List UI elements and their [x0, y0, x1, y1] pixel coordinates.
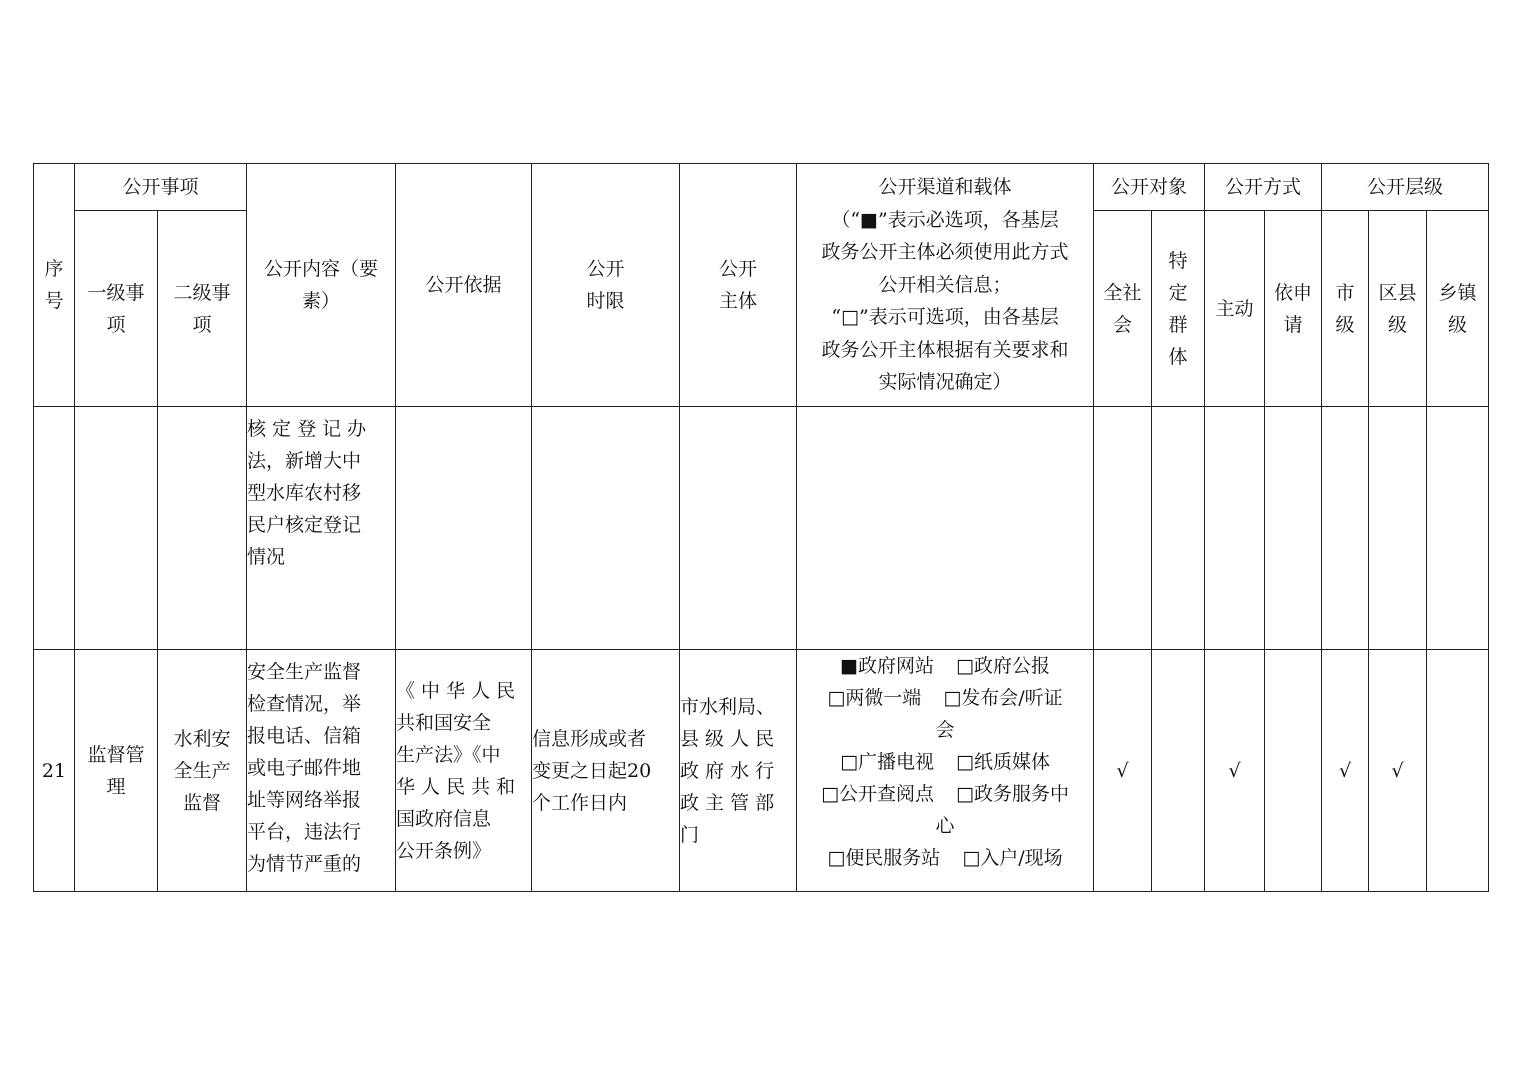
header-level1: 一级事 项 [75, 211, 158, 407]
channel-option: □纸质媒体 [956, 751, 1050, 773]
table-row [34, 407, 1489, 650]
channel-option: □政府公报 [956, 655, 1050, 677]
header-level-group: 公开层级 [1322, 164, 1489, 211]
row-level-city: √ [1322, 650, 1369, 892]
channel-option: □公开查阅点 [821, 783, 935, 805]
row-level2: 水利安 全生产 监督 [158, 650, 247, 892]
header-object-specific: 特 定 群 体 [1152, 211, 1205, 407]
row-level-county: √ [1369, 650, 1427, 892]
row-object-specific [1152, 650, 1205, 892]
channel-title: 公开渠道和载体 [878, 176, 1012, 198]
header-content: 公开内容（要 素） [247, 164, 396, 407]
channel-option: □两微一端 [827, 687, 922, 709]
channel-line [797, 778, 1093, 810]
channel-line [797, 714, 1093, 746]
header-time-limit: 公开 时限 [532, 164, 680, 407]
channel-option: □便民服务站 [827, 847, 941, 869]
row-subject [680, 407, 797, 650]
row-level-county [1369, 407, 1427, 650]
header-method-active: 主动 [1205, 211, 1265, 407]
header-object-all: 全社 会 [1094, 211, 1152, 407]
row-level-town [1427, 407, 1489, 650]
header-method-request: 依申 请 [1265, 211, 1322, 407]
row-channels [797, 407, 1094, 650]
header-level2: 二级事 项 [158, 211, 247, 407]
row-level-city [1322, 407, 1369, 650]
row-method-request [1265, 650, 1322, 892]
row-method-active: √ [1205, 650, 1265, 892]
channel-line [797, 650, 1093, 682]
header-method-group: 公开方式 [1205, 164, 1322, 211]
row-basis: 《 中 华 人 民 共和国安全 生产法》《中 华 人 民 共 和 国政府信息 公开条例》 [396, 650, 532, 892]
row-object-all: √ [1094, 650, 1152, 892]
row-level2 [158, 407, 247, 650]
row-subject: 市水利局、 县 级 人 民 政 府 水 行 政 主 管 部 门 [680, 650, 797, 892]
channel-option: □广播电视 [840, 751, 935, 773]
channel-line [797, 842, 1093, 874]
row-seq: 21 [34, 650, 75, 892]
header-channel: 公开渠道和载体 （“■”表示必选项，各基层 政务公开主体必须使用此方式 公开相关信息； “□”表示可选项，由各基层 政务公开主体根据有关要求和 实际情况确定） [797, 164, 1094, 407]
channel-option: □入户/现场 [962, 847, 1063, 869]
row-object-all [1094, 407, 1152, 650]
row-basis [396, 407, 532, 650]
row-method-active [1205, 407, 1265, 650]
channel-option: □政务服务中 [956, 783, 1069, 805]
header-matters-group: 公开事项 [75, 164, 247, 211]
row-content: 核 定 登 记 办 法，新增大中 型水库农村移 民户核定登记 情况 [247, 407, 396, 650]
row-seq [34, 407, 75, 650]
channel-line [797, 810, 1093, 842]
header-basis: 公开依据 [396, 164, 532, 407]
channel-option: 心 [935, 815, 955, 837]
disclosure-table [33, 163, 1489, 892]
row-level1 [75, 407, 158, 650]
row-level-town [1427, 650, 1489, 892]
header-level-city: 市 级 [1322, 211, 1369, 407]
row-method-request [1265, 407, 1322, 650]
row-object-specific [1152, 407, 1205, 650]
channel-option: 会 [935, 719, 955, 741]
header-level-town: 乡镇 级 [1427, 211, 1489, 407]
channel-option: ■政府网站 [840, 655, 935, 677]
row-time-limit: 信息形成或者 变更之日起20 个工作日内 [532, 650, 680, 892]
header-subject: 公开 主体 [680, 164, 797, 407]
row-level1: 监督管 理 [75, 650, 158, 892]
channel-line [797, 746, 1093, 778]
header-seq: 序 号 [34, 164, 75, 407]
header-row-1 [34, 164, 1489, 211]
header-level-county: 区县 级 [1369, 211, 1427, 407]
table-row [34, 650, 1489, 892]
header-object-group: 公开对象 [1094, 164, 1205, 211]
row-content: 安全生产监督 检查情况，举 报电话、信箱 或电子邮件地 址等网络举报 平台，违法行 为情节严重的 [247, 650, 396, 892]
channel-option: □发布会/听证 [943, 687, 1063, 709]
channel-line [797, 682, 1093, 714]
row-time-limit [532, 407, 680, 650]
row-channels [797, 650, 1094, 892]
